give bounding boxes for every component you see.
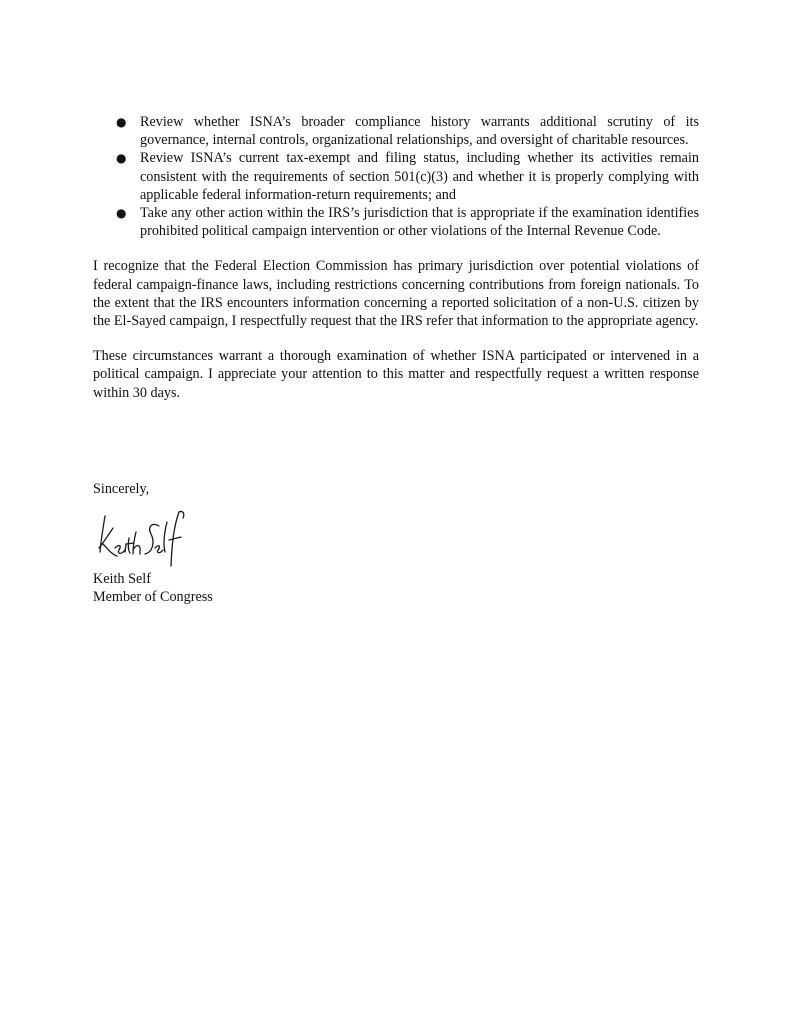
bullet-item: [93, 149, 699, 204]
signature-block: [93, 480, 393, 607]
bullet-text: Take any other action within the IRS’s jurisdiction that is appropriate if the examination identifies prohibited political campaign intervention or other violations of the Internal Revenue Code.: [140, 205, 699, 240]
examination-request-paragraph: These circumstances warrant a thorough examination of whether ISNA participated or intervened in a political campaign. I appreciate your attention to this matter and respectfully request a written response within 30 days.: [93, 348, 699, 401]
closing-salutation: Sincerely,: [93, 481, 150, 497]
letter-body: [93, 113, 699, 402]
bullet-item: [93, 113, 699, 149]
bullet-text: Review whether ISNA’s broader compliance history warrants additional scrutiny of its governance, internal controls, organizational relationships, and oversight of charitable resources.: [140, 114, 699, 149]
bullet-icon: ●: [116, 115, 127, 129]
request-bullet-list: [93, 113, 699, 240]
signer-name: Keith Self: [93, 571, 151, 588]
bullet-text: Review ISNA’s current tax-exempt and filing status, including whether its activities remain consistent with the requirements of section 501(c)(3) and whether it is properly complying with applicable federal information-return requirements; and: [140, 150, 699, 203]
bullet-icon: ●: [116, 151, 127, 166]
bullet-item: [93, 204, 699, 240]
signer-title: Member of Congress: [93, 589, 213, 606]
fec-referral-paragraph: I recognize that the Federal Election Commission has primary jurisdiction over potential violations of federal campaign-finance laws, including restrictions concerning contributions from foreign nationals. To the extent that the IRS encounters information concerning a reported solicitation of a non-U.S. citizen by the El-Sayed campaign, I respectfully request that the IRS refer that information to the appropriate agency.: [93, 258, 699, 330]
bullet-icon: ●: [116, 206, 127, 221]
handwritten-signature: [95, 504, 205, 570]
